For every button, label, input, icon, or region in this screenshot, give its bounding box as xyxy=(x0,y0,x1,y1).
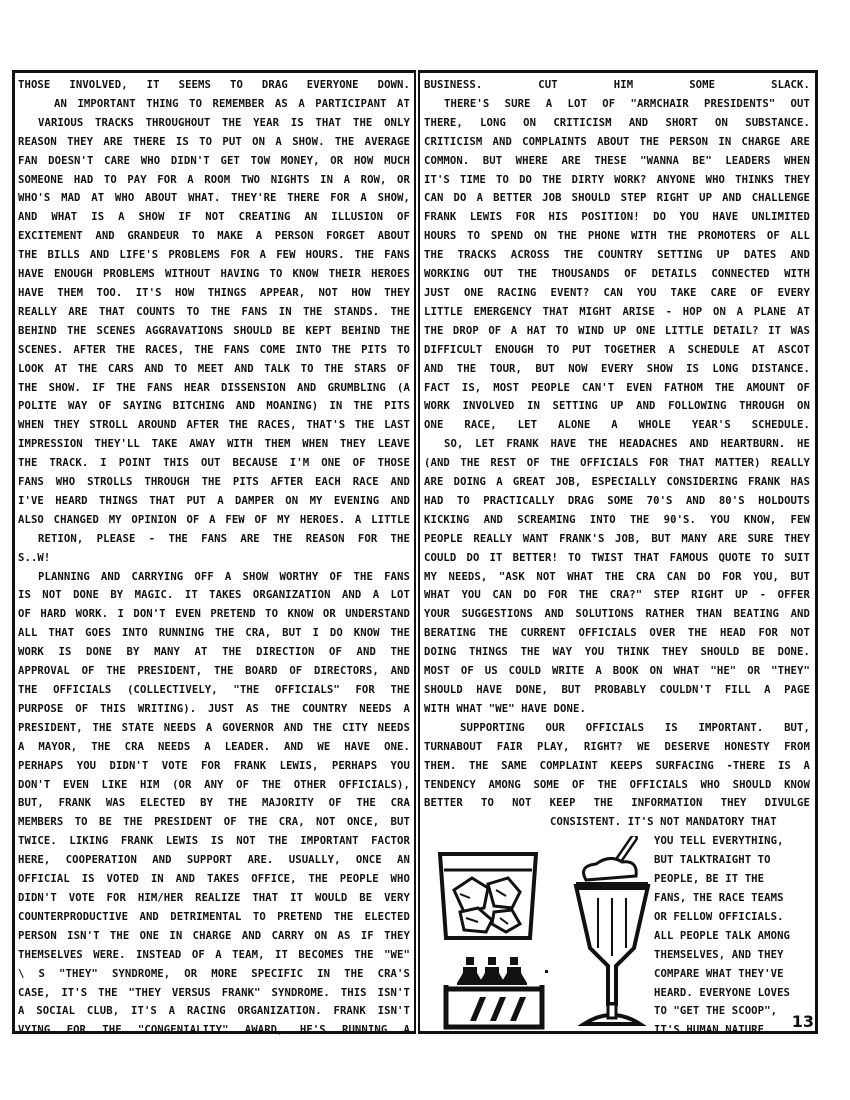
text-line: VYING FOR THE "CONGENIALITY" AWARD, HE'S RUNNING A xyxy=(18,1024,410,1037)
text-line: EXCITEMENT AND GRANDEUR TO MAKE A PERSON FORGET ABOUT xyxy=(18,230,410,243)
text-line: THEMSELVES, AND THEY xyxy=(654,948,784,961)
text-line: A SOCIAL CLUB, IT'S A RACING ORGANIZATION. FRANK ISN'T xyxy=(18,1005,410,1018)
text-line: TURNABOUT FAIR PLAY, RIGHT? WE DESERVE HONESTY FROM xyxy=(424,740,810,753)
text-line: THE TRACKS ACROSS THE COUNTRY SETTING UP DATES AND xyxy=(424,249,810,262)
text-line: APPROVAL OF THE PRESIDENT, THE BOARD OF DIRECTORS, AND xyxy=(18,665,410,678)
text-line: LITTLE EMERGENCY THAT MIGHT ARISE - HOP ON A PLANE AT xyxy=(424,305,810,318)
text-line: FACT IS, MOST PEOPLE CAN'T EVEN FATHOM THE AMOUNT OF xyxy=(424,381,810,394)
text-line: (AND THE REST OF THE OFFICIALS FOR THAT MATTER) REALLY xyxy=(424,457,810,470)
text-line: YOU TELL EVERYTHING, xyxy=(654,835,784,848)
text-line: WORK INVOLVED IN SETTING UP AND FOLLOWING THROUGH ON xyxy=(424,400,810,413)
text-line: AND WHAT IS A SHOW IF NOT CREATING AN ILLUSION OF xyxy=(18,211,410,224)
text-line: IS NOT DONE BY MAGIC. IT TAKES ORGANIZATION AND A LOT xyxy=(18,589,410,602)
text-line: WHO'S MAD AT WHO ABOUT WHAT. THEY'RE THERE FOR A SHOW, xyxy=(18,192,410,205)
text-line: HEARD. EVERYONE LOVES xyxy=(654,986,791,999)
text-line: I'VE HEARD THINGS THAT PUT A DAMPER ON MY EVENING AND xyxy=(18,494,410,507)
text-line: THE SHOW. IF THE FANS HEAR DISSENSION AND GRUMBLING (A xyxy=(18,381,410,394)
text-line: WORK IS DONE BY MANY AT THE DIRECTION OF AND THE xyxy=(18,646,410,659)
text-line: FANS, THE RACE TEAMS xyxy=(654,891,784,904)
text-line: RETION, PLEASE - THE FANS ARE THE REASON FOR THE xyxy=(38,532,410,545)
column-divider xyxy=(414,70,420,1034)
text-line: BUT TALKTRAIGHT TO xyxy=(654,854,771,867)
text-line: DON'T EVEN LIKE HIM (OR ANY OF THE OTHER OFFICIALS), xyxy=(18,778,410,791)
text-line: CONSISTENT. IT'S NOT MANDATORY THAT xyxy=(550,816,777,829)
text-line: WHEN THEY STROLL AROUND AFTER THE RACES, THAT'S THE LAST xyxy=(18,419,410,432)
text-line: BEHIND THE SCENES AGGRAVATIONS SHOULD BE KEPT BEHIND THE xyxy=(18,324,410,337)
text-line: KICKING AND SCREAMING INTO THE 90'S. YOU KNOW, FEW xyxy=(424,513,810,526)
text-line: VARIOUS TRACKS THROUGHOUT THE YEAR IS THAT THE ONLY xyxy=(38,116,410,129)
text-line: WORKING OUT THE THOUSANDS OF DETAILS CONNECTED WITH xyxy=(424,268,810,281)
page-number: 13 xyxy=(791,1012,814,1031)
text-line: PRESIDENT, THE STATE NEEDS A GOVERNOR AND THE CITY NEEDS xyxy=(18,721,410,734)
milkshake-illustration xyxy=(572,836,652,1032)
text-line: THERE'S SURE A LOT OF "ARMCHAIR PRESIDENTS" OUT xyxy=(444,97,810,110)
text-line: TO "GET THE SCOOP", xyxy=(654,1005,778,1018)
text-line: AN IMPORTANT THING TO REMEMBER AS A PARTICIPANT AT xyxy=(54,97,410,110)
text-line: FANS WHO STROLLS THROUGH THE PITS AFTER EACH RACE AND xyxy=(18,476,410,489)
text-line: ARE DOING A GREAT JOB, ESPECIALLY CONSIDERING FRANK HAS xyxy=(424,476,810,489)
text-line: PLANNING AND CARRYING OFF A SHOW WORTHY OF THE FANS xyxy=(38,570,410,583)
text-line: SOMEONE HAD TO PAY FOR A ROOM TWO NIGHTS IN A ROW, OR xyxy=(18,173,410,186)
left-column xyxy=(18,76,410,1040)
text-line: HAVE ENOUGH PROBLEMS WITHOUT HAVING TO KNOW THEIR HEROES xyxy=(18,268,410,281)
text-line: REALLY ARE THAT COUNTS TO THE FANS IN THE STANDS. THE xyxy=(18,305,410,318)
text-line: TENDENCY AMONG SOME OF THE OFFICIALS WHO SHOULD KNOW xyxy=(424,778,810,791)
text-line: THEM. THE SAME COMPLAINT KEEPS SURFACING -THERE IS A xyxy=(424,759,810,772)
text-line: PERHAPS YOU DIDN'T VOTE FOR FRANK LEWIS, PERHAPS YOU xyxy=(18,759,410,772)
text-line: IT'S HUMAN NATURE. xyxy=(654,1024,771,1037)
text-line: MOST OF US COULD WRITE A BOOK ON WHAT "HE" OR "THEY" xyxy=(424,665,810,678)
text-line: OF HARD WORK. I DON'T EVEN PRETEND TO KNOW OR UNDERSTAND xyxy=(18,608,410,621)
text-line: POLITE WAY OF SAYING BITCHING AND MOANING) IN THE PITS xyxy=(18,400,410,413)
text-line: TWICE. LIKING FRANK LEWIS IS NOT THE IMPORTANT FACTOR xyxy=(18,835,410,848)
text-line: THE BILLS AND LIFE'S PROBLEMS FOR A FEW HOURS. THE FANS xyxy=(18,249,410,262)
text-line: CAN DO A BETTER JOB SHOULD STEP RIGHT UP AND CHALLENGE xyxy=(424,192,810,205)
text-line: THE OFFICIALS (COLLECTIVELY, "THE OFFICIALS" FOR THE xyxy=(18,684,410,696)
text-line: OFFICIAL IS VOTED IN AND TAKES OFFICE, THE PEOPLE WHO xyxy=(18,873,410,886)
text-line: THEMSELVES WERE. INSTEAD OF A TEAM, IT BECOMES THE "WE" xyxy=(18,948,410,961)
text-line: A MAYOR, THE CRA NEEDS A LEADER. AND WE HAVE ONE. xyxy=(18,740,410,753)
text-line: SUPPORTING OUR OFFICIALS IS IMPORTANT. BUT, xyxy=(460,721,810,734)
text-line: ONE RACE, LET ALONE A WHOLE YEAR'S SCHEDULE. xyxy=(424,419,810,432)
text-line: SHOULD HAVE DONE, BUT PROBABLY COULDN'T FILL A PAGE xyxy=(424,684,810,696)
text-line: PEOPLE, BE IT THE xyxy=(654,873,765,886)
text-line: DOING THINGS THE WAY YOU THINK THEY SHOULD BE DONE. xyxy=(424,646,810,659)
text-line: CRITICISM AND COMPLAINTS ABOUT THE PERSON IN CHARGE ARE xyxy=(424,135,810,148)
text-line: DIFFICULT ENOUGH TO PUT TOGETHER A SCHEDULE AT ASCOT xyxy=(424,343,810,356)
decorative-dot xyxy=(545,970,548,973)
text-line: THERE, LONG ON CRITICISM AND SHORT ON SUBSTANCE. xyxy=(424,116,810,129)
text-line: THE TRACK. I POINT THIS OUT BECAUSE I'M ONE OF THOSE xyxy=(18,457,410,470)
text-line: ALSO CHANGED MY OPINION OF A FEW OF MY HEROES. A LITTLE xyxy=(18,513,410,526)
text-line: ALL THAT GOES INTO RUNNING THE CRA, BUT I DO KNOW THE xyxy=(18,627,410,640)
text-line: WITH WHAT "WE" HAVE DONE. xyxy=(424,702,586,715)
text-line: SO, LET FRANK HAVE THE HEADACHES AND HEARTBURN. HE xyxy=(444,438,810,451)
text-line: IT'S TIME TO DO THE DIRTY WORK? ANYONE WHO THINKS THEY xyxy=(424,173,810,186)
text-line: THE DROP OF A HAT TO WIND UP ONE LITTLE DETAIL? IT WAS xyxy=(424,324,810,337)
text-line: THOSE INVOLVED, IT SEEMS TO DRAG EVERYONE DOWN. xyxy=(18,79,410,91)
text-line: PEOPLE REALLY WANT FRANK'S JOB, BUT MANY ARE SURE THEY xyxy=(424,532,810,545)
text-line: MEMBERS TO BE THE PRESIDENT OF THE CRA, NOT ONCE, BUT xyxy=(18,816,410,829)
text-line: IMPRESSION THEY'LL TAKE AWAY WITH THEM WHEN THEY LEAVE xyxy=(18,438,410,451)
text-line: FRANK LEWIS FOR HIS POSITION! DO YOU HAVE UNLIMITED xyxy=(424,211,810,224)
text-line: DIDN'T VOTE FOR HIM/HER REALIZE THAT IT WOULD BE VERY xyxy=(18,891,410,904)
bottle-crate-illustration xyxy=(440,955,550,1031)
text-line: HAD TO PRACTICALLY DRAG SOME 70'S AND 80'S HOLDOUTS xyxy=(424,494,810,507)
text-line: COMPARE WHAT THEY'VE xyxy=(654,967,784,980)
text-line: AND THE TOUR, BUT NOW EVERY SHOW IS LONG DISTANCE. xyxy=(424,362,810,375)
text-line: CASE, IT'S THE "THEY VERSUS FRANK" SYNDROME. THIS ISN'T xyxy=(18,986,410,999)
text-line: LOOK AT THE CARS AND TO MEET AND TALK TO THE STARS OF xyxy=(18,362,410,375)
text-line: JUST ONE RACING EVENT? CAN YOU TAKE CARE OF EVERY xyxy=(424,286,810,299)
text-line: BETTER TO NOT KEEP THE INFORMATION THEY DIVULGE xyxy=(424,797,810,810)
text-line: COUNTERPRODUCTIVE AND DETRIMENTAL TO PRETEND THE ELECTED xyxy=(18,910,410,923)
text-line: HOURS TO SPEND ON THE PHONE WITH THE PROMOTERS OF ALL xyxy=(424,230,810,243)
text-line: ALL PEOPLE TALK AMONG xyxy=(654,929,791,942)
text-line: COULD DO IT BETTER! TO TWIST THAT FAMOUS QUOTE TO SUIT xyxy=(424,551,810,564)
text-line: FAN DOESN'T CARE WHO DIDN'T GET TOW MONEY, OR HOW MUCH xyxy=(18,154,410,167)
text-line: BERATING THE CURRENT OFFICIALS OVER THE HEAD FOR NOT xyxy=(424,627,810,640)
text-line: COMMON. BUT WHERE ARE THESE "WANNA BE" LEADERS WHEN xyxy=(424,154,810,167)
ice-glass-illustration xyxy=(436,850,540,942)
text-line: BUT, FRANK WAS ELECTED BY THE MAJORITY OF THE CRA xyxy=(18,797,410,810)
text-line: HAVE THEM TOO. IT'S HOW THINGS APPEAR, NOT HOW THEY xyxy=(18,286,410,299)
text-line: YOUR SUGGESTIONS AND SOLUTIONS RATHER THAN BEATING AND xyxy=(424,608,810,621)
text-line: PURPOSE OF THIS WRITING). JUST AS THE COUNTRY NEEDS A xyxy=(18,702,410,715)
text-line: BUSINESS. CUT HIM SOME SLACK. xyxy=(424,79,810,91)
text-line: OR FELLOW OFFICIALS. xyxy=(654,910,784,923)
text-line: HERE, COOPERATION AND SUPPORT ARE. USUALLY, ONCE AN xyxy=(18,854,410,867)
text-line: REASON THEY ARE THERE IS TO PUT ON A SHOW. THE AVERAGE xyxy=(18,135,410,148)
text-line: S..W! xyxy=(18,551,51,564)
text-line: WHAT YOU CAN DO FOR THE CRA?" STEP RIGHT UP - OFFER xyxy=(424,589,810,602)
text-line: MY NEEDS, "ASK NOT WHAT THE CRA CAN DO FOR YOU, BUT xyxy=(424,570,810,583)
text-line: \ S "THEY" SYNDROME, OR MORE SPECIFIC IN THE CRA'S xyxy=(18,967,410,980)
text-line: SCENES. AFTER THE RACES, THE FANS COME INTO THE PITS TO xyxy=(18,343,410,356)
text-line: PERSON ISN'T THE ONE IN CHARGE AND CARRY ON AS IF THEY xyxy=(18,929,410,942)
